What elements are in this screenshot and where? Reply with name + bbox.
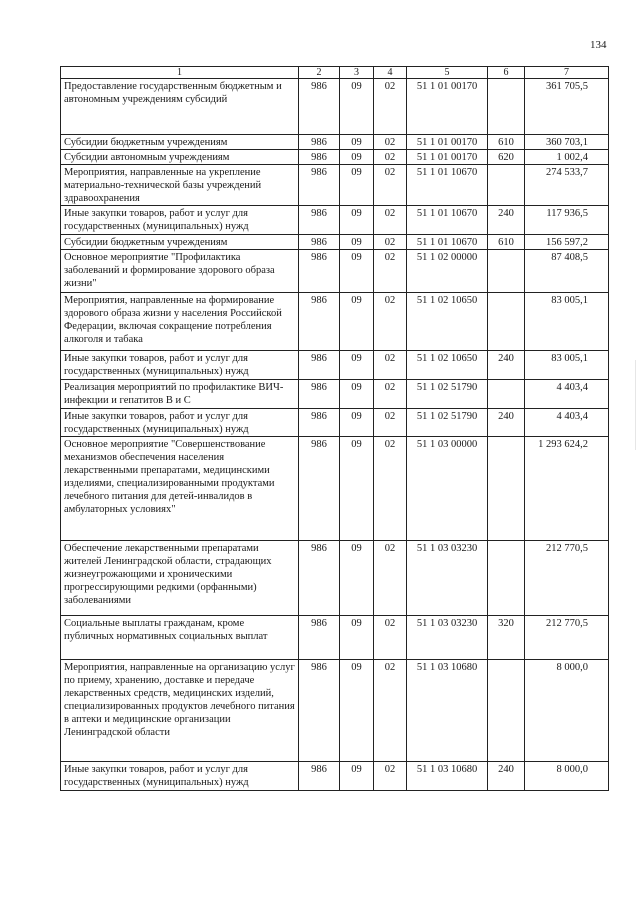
- row-name-cell: Основное мероприятие "Совершенствование механизмов обеспечения населения лекарственными препаратами, медицинскими изделиями, специализированными продуктами лечебного питания для детей-инвалидов в амбулаторных условиях": [61, 437, 299, 541]
- table-row: [61, 660, 609, 762]
- table-body: [61, 67, 609, 791]
- podrazdel-cell: 02: [374, 660, 407, 762]
- ved-cell: 986: [299, 762, 340, 791]
- vr-cell: 240: [488, 409, 525, 437]
- row-name-cell: Субсидии бюджетным учреждениям: [61, 135, 299, 150]
- ved-cell: 986: [299, 380, 340, 409]
- razdel-cell: 09: [340, 206, 374, 235]
- table-row: [61, 135, 609, 150]
- header-cell: 5: [407, 67, 488, 79]
- budget-table: [60, 66, 609, 791]
- row-name-cell: Социальные выплаты гражданам, кроме публичных нормативных социальных выплат: [61, 616, 299, 660]
- csr-cell: 51 1 03 10680: [407, 762, 488, 791]
- sum-cell: 4 403,4: [525, 409, 609, 437]
- ved-cell: 986: [299, 616, 340, 660]
- podrazdel-cell: 02: [374, 380, 407, 409]
- podrazdel-cell: 02: [374, 165, 407, 206]
- csr-cell: 51 1 02 00000: [407, 250, 488, 293]
- row-name-cell: Мероприятия, направленные на укрепление материально-технической базы учреждений здравоохранения: [61, 165, 299, 206]
- sum-cell: 212 770,5: [525, 616, 609, 660]
- sum-cell: 1 002,4: [525, 150, 609, 165]
- vr-cell: [488, 380, 525, 409]
- header-cell: 1: [61, 67, 299, 79]
- csr-cell: 51 1 03 03230: [407, 541, 488, 616]
- row-name-cell: Субсидии автономным учреждениям: [61, 150, 299, 165]
- table-row: [61, 351, 609, 380]
- razdel-cell: 09: [340, 762, 374, 791]
- table-row: [61, 235, 609, 250]
- vr-cell: [488, 293, 525, 351]
- ved-cell: 986: [299, 235, 340, 250]
- csr-cell: 51 1 03 10680: [407, 660, 488, 762]
- ved-cell: 986: [299, 150, 340, 165]
- razdel-cell: 09: [340, 79, 374, 135]
- csr-cell: 51 1 02 51790: [407, 409, 488, 437]
- razdel-cell: 09: [340, 380, 374, 409]
- csr-cell: 51 1 03 03230: [407, 616, 488, 660]
- table-row: [61, 165, 609, 206]
- row-name-cell: Субсидии бюджетным учреждениям: [61, 235, 299, 250]
- csr-cell: 51 1 01 10670: [407, 206, 488, 235]
- header-cell: 7: [525, 67, 609, 79]
- row-name-cell: Обеспечение лекарственными препаратами жителей Ленинградской области, страдающих жизнеугрожающими и хроническими прогрессирующими редкими (орфанными) заболеваниями: [61, 541, 299, 616]
- vr-cell: 240: [488, 762, 525, 791]
- razdel-cell: 09: [340, 541, 374, 616]
- sum-cell: 361 705,5: [525, 79, 609, 135]
- sum-cell: 156 597,2: [525, 235, 609, 250]
- razdel-cell: 09: [340, 250, 374, 293]
- ved-cell: 986: [299, 79, 340, 135]
- csr-cell: 51 1 01 00170: [407, 150, 488, 165]
- vr-cell: [488, 79, 525, 135]
- vr-cell: [488, 250, 525, 293]
- podrazdel-cell: 02: [374, 351, 407, 380]
- razdel-cell: 09: [340, 135, 374, 150]
- podrazdel-cell: 02: [374, 293, 407, 351]
- csr-cell: 51 1 01 00170: [407, 79, 488, 135]
- table-row: [61, 380, 609, 409]
- ved-cell: 986: [299, 135, 340, 150]
- table-row: [61, 541, 609, 616]
- table-row: [61, 293, 609, 351]
- ved-cell: 986: [299, 293, 340, 351]
- table-header-row: [61, 67, 609, 79]
- razdel-cell: 09: [340, 660, 374, 762]
- row-name-cell: Предоставление государственным бюджетным и автономным учреждениям субсидий: [61, 79, 299, 135]
- podrazdel-cell: 02: [374, 541, 407, 616]
- table-row: [61, 762, 609, 791]
- vr-cell: 240: [488, 206, 525, 235]
- vr-cell: 620: [488, 150, 525, 165]
- csr-cell: 51 1 01 10670: [407, 165, 488, 206]
- ved-cell: 986: [299, 165, 340, 206]
- table-row: [61, 409, 609, 437]
- table-row: [61, 206, 609, 235]
- podrazdel-cell: 02: [374, 762, 407, 791]
- podrazdel-cell: 02: [374, 616, 407, 660]
- vr-cell: [488, 165, 525, 206]
- csr-cell: 51 1 01 10670: [407, 235, 488, 250]
- row-name-cell: Мероприятия, направленные на организацию услуг по приему, хранению, доставке и передаче лекарственных средств, медицинских изделий, специализированных продуктов лечебного питания в аптеки и медицинские организации Ленинградской области: [61, 660, 299, 762]
- ved-cell: 986: [299, 660, 340, 762]
- vr-cell: [488, 437, 525, 541]
- table-row: [61, 437, 609, 541]
- sum-cell: 212 770,5: [525, 541, 609, 616]
- header-cell: 6: [488, 67, 525, 79]
- table-row: [61, 79, 609, 135]
- podrazdel-cell: 02: [374, 437, 407, 541]
- scan-artifact: [635, 360, 636, 450]
- podrazdel-cell: 02: [374, 135, 407, 150]
- row-name-cell: Реализация мероприятий по профилактике ВИЧ-инфекции и гепатитов В и С: [61, 380, 299, 409]
- razdel-cell: 09: [340, 165, 374, 206]
- row-name-cell: Иные закупки товаров, работ и услуг для государственных (муниципальных) нужд: [61, 762, 299, 791]
- sum-cell: 274 533,7: [525, 165, 609, 206]
- ved-cell: 986: [299, 206, 340, 235]
- sum-cell: 83 005,1: [525, 351, 609, 380]
- csr-cell: 51 1 01 00170: [407, 135, 488, 150]
- sum-cell: 8 000,0: [525, 660, 609, 762]
- row-name-cell: Иные закупки товаров, работ и услуг для государственных (муниципальных) нужд: [61, 409, 299, 437]
- vr-cell: 240: [488, 351, 525, 380]
- podrazdel-cell: 02: [374, 409, 407, 437]
- ved-cell: 986: [299, 541, 340, 616]
- podrazdel-cell: 02: [374, 235, 407, 250]
- podrazdel-cell: 02: [374, 150, 407, 165]
- razdel-cell: 09: [340, 437, 374, 541]
- vr-cell: 610: [488, 135, 525, 150]
- table-row: [61, 616, 609, 660]
- header-cell: 4: [374, 67, 407, 79]
- razdel-cell: 09: [340, 616, 374, 660]
- csr-cell: 51 1 02 10650: [407, 293, 488, 351]
- podrazdel-cell: 02: [374, 250, 407, 293]
- page-number: 134: [590, 39, 607, 51]
- sum-cell: 1 293 624,2: [525, 437, 609, 541]
- row-name-cell: Основное мероприятие "Профилактика заболеваний и формирование здорового образа жизни": [61, 250, 299, 293]
- vr-cell: 610: [488, 235, 525, 250]
- table-row: [61, 250, 609, 293]
- razdel-cell: 09: [340, 235, 374, 250]
- sum-cell: 83 005,1: [525, 293, 609, 351]
- vr-cell: [488, 660, 525, 762]
- ved-cell: 986: [299, 351, 340, 380]
- razdel-cell: 09: [340, 150, 374, 165]
- csr-cell: 51 1 02 10650: [407, 351, 488, 380]
- ved-cell: 986: [299, 437, 340, 541]
- vr-cell: [488, 541, 525, 616]
- razdel-cell: 09: [340, 409, 374, 437]
- ved-cell: 986: [299, 250, 340, 293]
- podrazdel-cell: 02: [374, 79, 407, 135]
- sum-cell: 360 703,1: [525, 135, 609, 150]
- sum-cell: 4 403,4: [525, 380, 609, 409]
- csr-cell: 51 1 02 51790: [407, 380, 488, 409]
- ved-cell: 986: [299, 409, 340, 437]
- sum-cell: 8 000,0: [525, 762, 609, 791]
- row-name-cell: Иные закупки товаров, работ и услуг для государственных (муниципальных) нужд: [61, 351, 299, 380]
- vr-cell: 320: [488, 616, 525, 660]
- sum-cell: 117 936,5: [525, 206, 609, 235]
- razdel-cell: 09: [340, 293, 374, 351]
- razdel-cell: 09: [340, 351, 374, 380]
- podrazdel-cell: 02: [374, 206, 407, 235]
- header-cell: 2: [299, 67, 340, 79]
- row-name-cell: Мероприятия, направленные на формирование здорового образа жизни у населения Российской Федерации, включая сокращение потребления алкоголя и табака: [61, 293, 299, 351]
- header-cell: 3: [340, 67, 374, 79]
- row-name-cell: Иные закупки товаров, работ и услуг для государственных (муниципальных) нужд: [61, 206, 299, 235]
- csr-cell: 51 1 03 00000: [407, 437, 488, 541]
- table-row: [61, 150, 609, 165]
- sum-cell: 87 408,5: [525, 250, 609, 293]
